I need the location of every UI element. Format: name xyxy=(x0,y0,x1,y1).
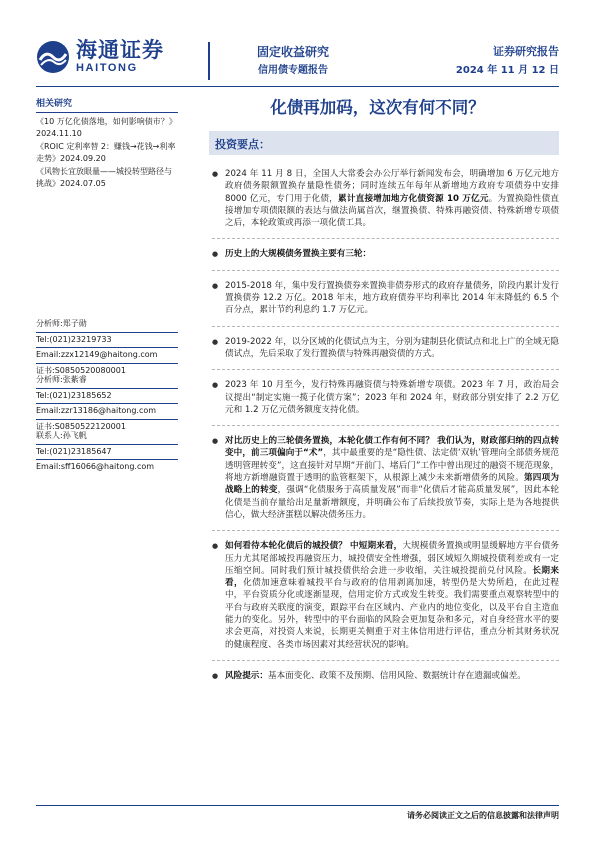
para-text: 2023 年 10 月至今，发行特殊再融资债与特殊新增专项债。2023 年 7 月，政治局会议提出“制定实施一揽子化债方案”；2023 年和 2024 年，财政部分别安排了 2.2 万亿元和 1.2 万亿元债务额度支持化债。 xyxy=(225,380,559,415)
para-bold: 累计直接增加地方化债资源 10 万亿元 xyxy=(338,193,489,204)
para-text: 2015-2018 年，集中发行置换债券来置换非债券形式的政府存量债务，阶段内累计发行置换债券 12.2 万亿。2018 年末，地方政府债券平均利率比 2014 年末降低约 6.5 个百分点，累计节约利息约 1.7 万亿元。 xyxy=(225,280,559,316)
para-text: ，其中最重要的是“隐性债、法定债‘双轨’管理向全部债务规范透明管理转变”，这直接针对早期“开前门、堵后门”工作中曾出现过的融资不规范现象，将地方新增融资置于透明的监管框架下，从根源上减少未来新增债务的风险。 xyxy=(225,448,559,484)
analyst-cert: 证书:S0850522120001 xyxy=(36,419,178,434)
para-text: 大规模债务置换或明显缓解地方平台债务压力尤其尾部城投再融资压力，城投债安全性增强，弱区域短久期城投债利差或有一定压缩空间。同时我们预计城投债供给会进一步收缩，关注城投提前兑付风险。 xyxy=(225,541,559,576)
paragraph-risk xyxy=(212,670,559,682)
para-text: 2019-2022 年，以分区域的化债试点为主，分别为建制县化债试点和北上广的全域无隐债试点，先后采取了发行置换债与特殊再融资债的方式。 xyxy=(225,336,559,359)
analyst-tel: Tel:(021)23185647 xyxy=(36,444,178,459)
logo-english-name: HAITONG xyxy=(76,62,138,74)
paragraph-outlook xyxy=(212,540,559,651)
para-bold: 如何看待本轮化债后的城投债？ 中短期来看， xyxy=(225,541,403,552)
haitong-logo-icon xyxy=(36,40,70,74)
para-bold: 对比历史上的三轮债务置换，本轮化债工作有何不同？ 我们认为，财政部归纳的四点转变中，前三项偏向于“术” xyxy=(225,436,559,459)
paragraph-history-heading xyxy=(212,248,559,260)
report-date: 2024 年 11 月 12 日 xyxy=(455,65,559,76)
analyst-name: 分析师:郑子勋 xyxy=(36,319,87,328)
section-bar xyxy=(209,131,559,155)
related-item[interactable]: 《10 万亿化债落地，如何影响债市？》 2024.11.10 xyxy=(36,117,177,138)
related-item[interactable]: 《ROIC 定利率替 2：赚钱→花钱→利率走势》2024.09.20 xyxy=(36,142,176,163)
para-text: 基本面变化、政策不及预期、信用风险、数据统计存在遗漏或偏差。 xyxy=(267,670,526,681)
related-research xyxy=(36,98,178,191)
report-category xyxy=(228,44,358,78)
related-item[interactable]: 《风物长宜放眼量——城投转型路径与挑战》2024.07.05 xyxy=(36,167,172,188)
para-text: ，强调“化债服务于高质量发展”而非“化债后才能高质量发展”，因此本轮化债是当前存量给出足量新增额度，并明确公布了后续投放节奏，实际上是为各地提供信心，做大经济蛋糕以解决债务压力。 xyxy=(225,485,559,520)
investment-highlights xyxy=(212,168,559,682)
paragraph-round-3 xyxy=(212,379,559,416)
paragraph-round-2 xyxy=(212,336,559,361)
analyst-tel: Tel:(021)23185652 xyxy=(36,388,178,403)
para-text: 化债加速意味着城投平台与政府的信用剥离加速，转型仍是大势所趋，在此过程中，平台资质分化或逐渐显现，信用定价方式或发生转变。我们需要重点观察转型中的平台与政府关联度的演变，跟踪平台在区域内、产业内的地位变化，以及平台自主造血能力的变化。另外，转型中的平台面临的风险会更加复杂和多元，对自身经营水平的要求会更高，对投资人来说，长期更关侧重于对主体信用进行评估，重点分析其财务状况的健康程度、各类市场因素对其经营状况的影响。 xyxy=(225,578,559,650)
analyst-block-2 xyxy=(36,374,178,433)
paragraph-comparison xyxy=(212,435,559,521)
header-rule xyxy=(36,86,559,87)
section-label: 投资要点： xyxy=(215,138,270,151)
report-title: 化债再加码，这次有何不同？ xyxy=(270,98,485,117)
footer-rule xyxy=(36,805,559,806)
related-research-title: 相关研究 xyxy=(36,98,178,113)
analyst-tel: Tel:(021)23219733 xyxy=(36,332,178,347)
paragraph-round-1 xyxy=(212,280,559,317)
para-bold: 长期来看， xyxy=(225,565,559,589)
logo-chinese-name: 海通证券 xyxy=(76,37,164,62)
analyst-cert: 证书:S0850520080001 xyxy=(36,363,178,378)
analyst-email[interactable]: Email:zzr13186@haitong.com xyxy=(36,403,178,418)
analyst-email[interactable]: Email:sff16066@haitong.com xyxy=(36,459,178,474)
category-label: 固定收益研究 xyxy=(256,45,329,59)
subcategory-label: 信用债专题报告 xyxy=(258,65,328,76)
header-divider xyxy=(208,42,210,80)
haitong-logo xyxy=(36,39,164,74)
analyst-name: 联系人:孙飞帆 xyxy=(36,431,87,440)
analyst-email[interactable]: Email:zzx12149@haitong.com xyxy=(36,347,178,362)
para-text: 。为置换隐性债直接增加专项债限额的表达与做法尚属首次，继置换债、特殊再融资债、特殊新增专项债之后，本轮政策或再添一项化债工具。 xyxy=(225,193,559,229)
footer-disclaimer: 请务必阅读正文之后的信息披露和法律声明 xyxy=(407,811,559,820)
analyst-block-1 xyxy=(36,318,178,377)
para-bold: 历史上的大规模债务置换主要有三轮： xyxy=(225,249,372,260)
analyst-name: 分析师:张紫睿 xyxy=(36,375,87,384)
report-meta xyxy=(456,44,559,78)
para-bold: 风险提示： xyxy=(225,670,268,681)
para-bold: 第四项为战略上的转变 xyxy=(225,473,559,496)
analyst-block-3 xyxy=(36,430,178,474)
report-type: 证券研究报告 xyxy=(493,45,559,58)
paragraph-policy xyxy=(212,168,559,229)
para-text: 2024 年 11 月 8 日，全国人大常委会办公厅举行新闻发布会，明确增加 6 万亿元地方政府债务限额置换存量隐性债务；同时连续五年每年从新增地方政府专项债券中安排 8000 亿元，专门用于化债， xyxy=(225,169,559,204)
